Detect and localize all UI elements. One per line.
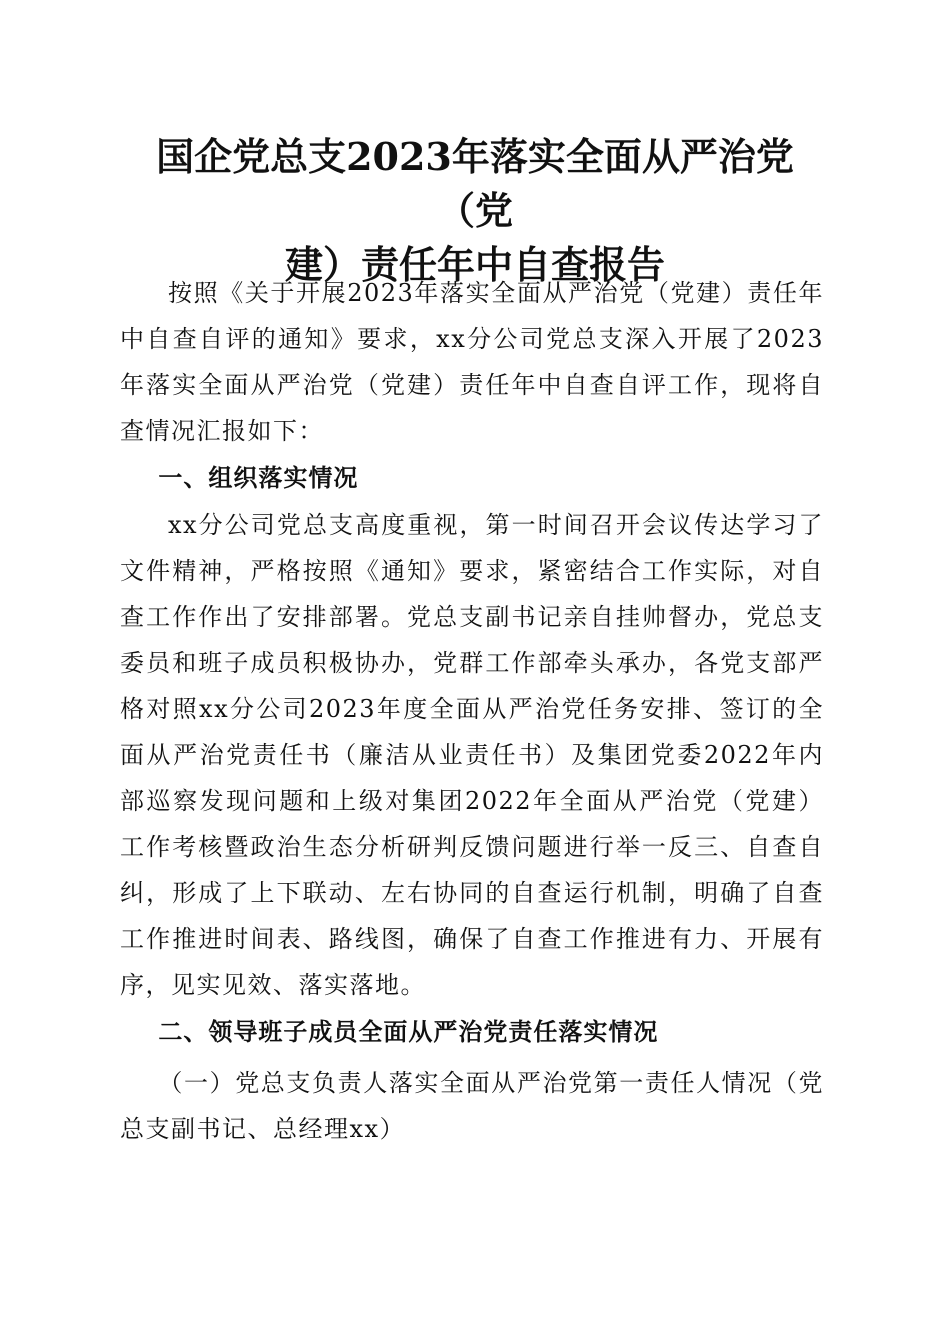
intro-paragraph: 按照《关于开展2023年落实全面从严治党（党建）责任年中自查自评的通知》要求，xx分公司党总支深入开展了2023年落实全面从严治党（党建）责任年中自查自评工作，现将自查情况汇报如下： [120,279,824,445]
document-body [120,270,824,1152]
document-title [120,130,830,292]
section-heading-2: 二、领导班子成员全面从严治党责任落实情况 [158,1018,659,1046]
section-heading-1: 一、组织落实情况 [158,464,359,492]
section-1-paragraph: xx分公司党总支高度重视，第一时间召开会议传达学习了文件精神，严格按照《通知》要求，紧密结合工作实际，对自查工作作出了安排部署。党总支副书记亲自挂帅督办，党总支委员和班子成员积极协办，党群工作部牵头承办，各党支部严格对照xx分公司2023年度全面从严治党任务安排、签订的全面从严治党责任书（廉洁从业责任书）及集团党委2022年内部巡察发现问题和上级对集团2022年全面从严治党（党建）工作考核暨政治生态分析研判反馈问题进行举一反三、自查自纠，形成了上下联动、左右协同的自查运行机制，明确了自查工作推进时间表、路线图，确保了自查工作推进有力、开展有序，见实见效、落实落地。 [120,511,824,999]
subsection-heading-1: （一）党总支负责人落实全面从严治党第一责任人情况（党总支副书记、总经理xx） [120,1069,824,1143]
title-line-2: 建）责任年中自查报告 [284,242,665,287]
title-line-1: 国企党总支2023年落实全面从严治党（党 [156,134,794,233]
